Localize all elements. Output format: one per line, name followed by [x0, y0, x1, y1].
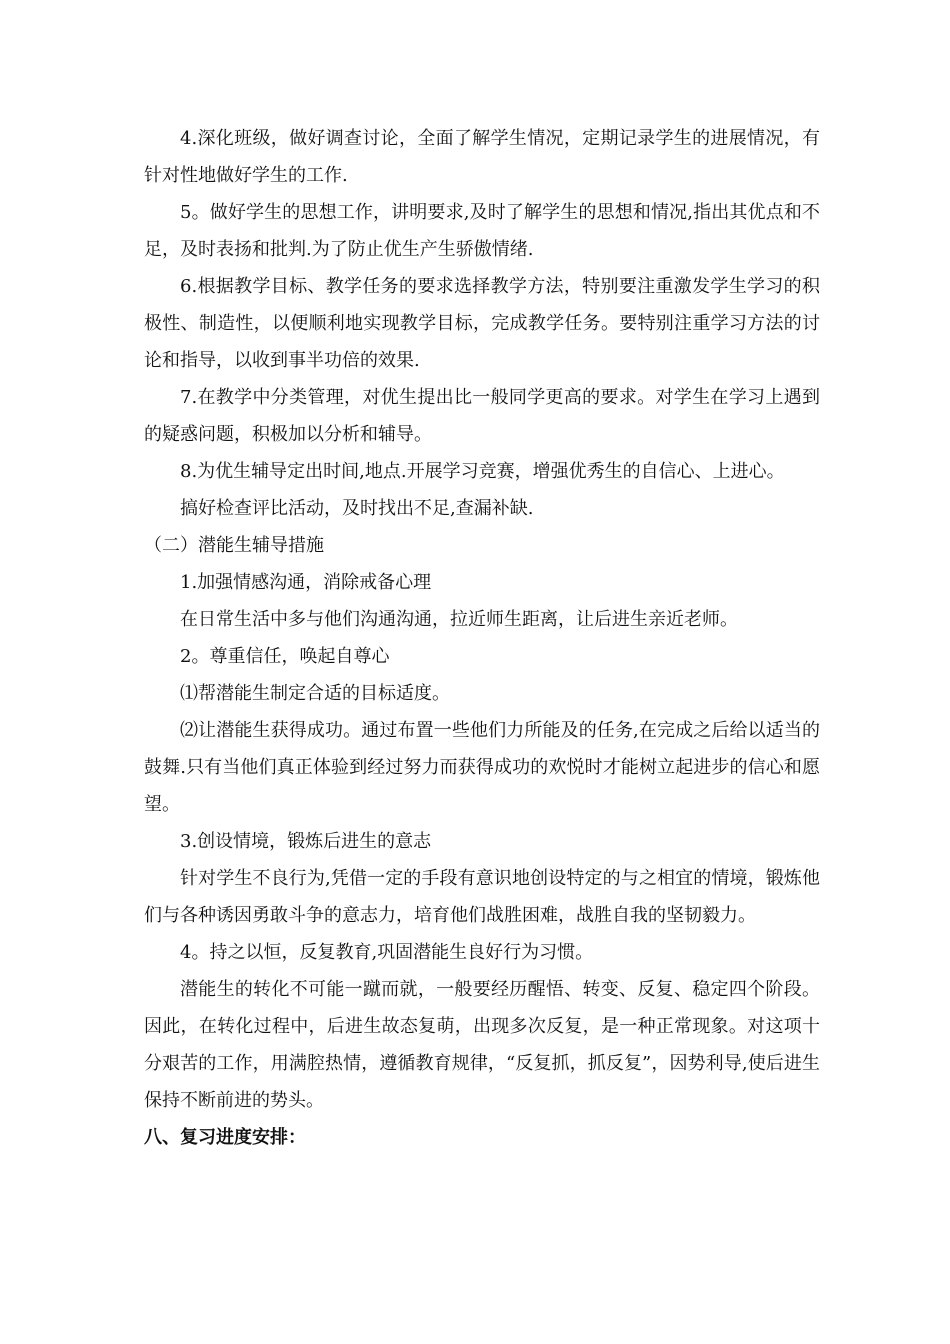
document-body: [144, 120, 820, 1156]
paragraph-goal-setting: ⑴帮潜能生制定合适的目标适度。: [180, 683, 450, 704]
section-heading-review-schedule: 八、复习进度安排：: [144, 1127, 306, 1148]
paragraph-item-6: 6.根据教学目标、教学任务的要求选择教学方法，特别要注重激发学生学习的积极性、制造性，以便顺利地实现教学目标，完成教学任务。要特别注重学习方法的讨论和指导，以收到事半功倍的效果.: [144, 276, 820, 371]
paragraph-transformation: 潜能生的转化不可能一蹴而就，一般要经历醒悟、转变、反复、稳定四个阶段。因此，在转化过程中，后进生故态复萌，出现多次反复，是一种正常现象。对这项十分艰苦的工作，用满腔热情，遵循教育规律，“反复抓，抓反复”，因势利导,使后进生保持不断前进的势头。: [144, 979, 820, 1111]
section-heading-underperformers: （二）潜能生辅导措施: [144, 535, 324, 556]
paragraph-item-8: 8.为优生辅导定出时间,地点.开展学习竞赛，增强优秀生的自信心、上进心。: [180, 461, 785, 482]
paragraph-achieve-success: ⑵让潜能生获得成功。通过布置一些他们力所能及的任务,在完成之后给以适当的鼓舞.只有当他们真正体验到经过努力而获得成功的欢悦时才能树立起进步的信心和愿望。: [144, 720, 820, 815]
paragraph-item-5: 5。做好学生的思想工作，讲明要求,及时了解学生的思想和情况,指出其优点和不足，及时表扬和批判.为了防止优生产生骄傲情绪.: [144, 202, 820, 260]
paragraph-item-4: 4.深化班级，做好调查讨论，全面了解学生情况，定期记录学生的进展情况，有针对性地做好学生的工作.: [144, 128, 820, 186]
paragraph-inspection: 搞好检查评比活动，及时找出不足,查漏补缺.: [180, 498, 534, 519]
paragraph-item-7: 7.在教学中分类管理，对优生提出比一般同学更高的要求。对学生在学习上遇到的疑惑问题，积极加以分析和辅导。: [144, 387, 820, 445]
subheading-persistence: 4。持之以恒，反复教育,巩固潜能生良好行为习惯。: [180, 942, 594, 963]
paragraph-daily-communication: 在日常生活中多与他们沟通沟通，拉近师生距离，让后进生亲近老师。: [180, 609, 738, 630]
subheading-create-situations: 3.创设情境，锻炼后进生的意志: [180, 831, 432, 852]
subheading-respect-trust: 2。尊重信任，唤起自尊心: [180, 646, 390, 667]
paragraph-willpower: 针对学生不良行为,凭借一定的手段有意识地创设特定的与之相宜的情境，锻炼他们与各种诱因勇敢斗争的意志力，培育他们战胜困难，战胜自我的坚韧毅力。: [144, 868, 820, 926]
subheading-emotional-communication: 1.加强情感沟通，消除戒备心理: [180, 572, 432, 593]
